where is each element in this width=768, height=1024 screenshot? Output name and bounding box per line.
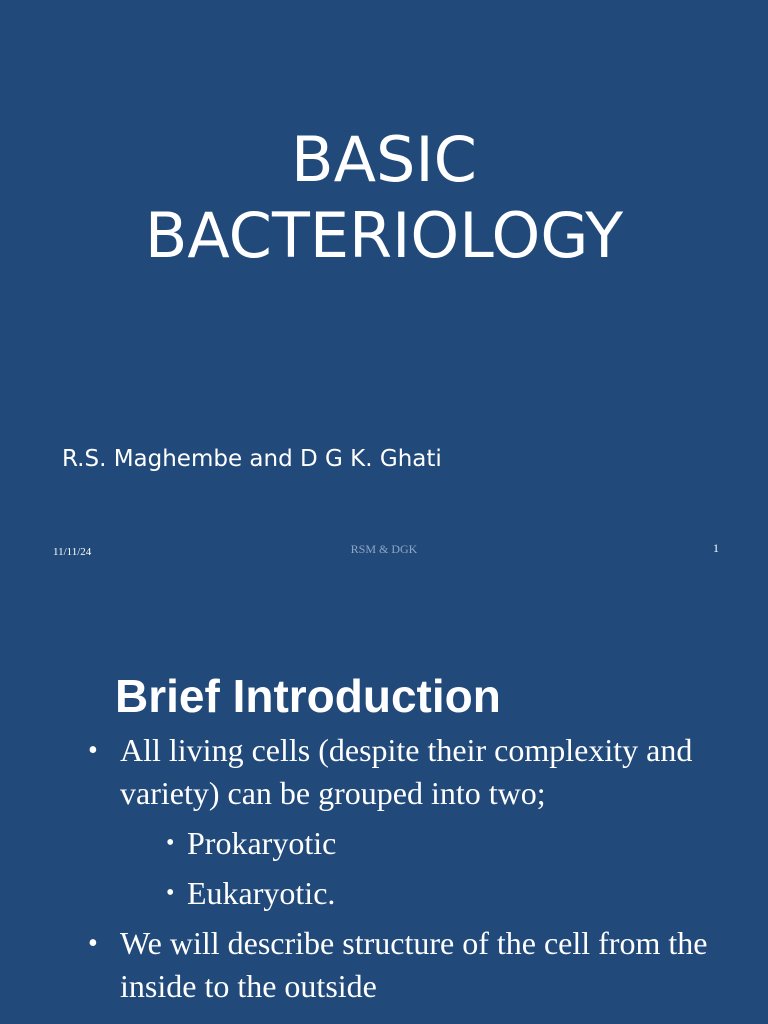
bullet-list	[0, 729, 768, 1008]
bullet-text: We will describe structure of the cell from the inside to the outside	[120, 925, 708, 1004]
bullet-item	[0, 729, 740, 815]
title-line-2: BACTERIOLOGY	[144, 199, 624, 272]
slide-title	[0, 122, 768, 274]
bullet-text: Prokaryotic	[187, 825, 337, 861]
footer-center-text: RSM & DGK	[350, 542, 418, 556]
bullet-item	[0, 922, 740, 1008]
bullet-icon: •	[166, 830, 175, 856]
intro-title: Brief Introduction	[115, 670, 501, 722]
slide-authors: R.S. Maghembe and D G K. Ghati	[62, 446, 442, 472]
sub-bullet-item	[0, 872, 747, 915]
bullet-icon: •	[166, 880, 175, 906]
footer-date: 11/11/24	[53, 546, 92, 558]
sub-bullet-item	[0, 822, 747, 865]
bullet-text: All living cells (despite their complexity and variety) can be grouped into two;	[120, 732, 693, 811]
title-line-1: BASIC	[291, 123, 477, 196]
intro-slide	[0, 576, 768, 1024]
bullet-icon: •	[88, 735, 98, 766]
bullet-icon: •	[88, 928, 98, 959]
bullet-text: Eukaryotic.	[187, 875, 336, 911]
footer-page-number: 1	[713, 541, 719, 555]
